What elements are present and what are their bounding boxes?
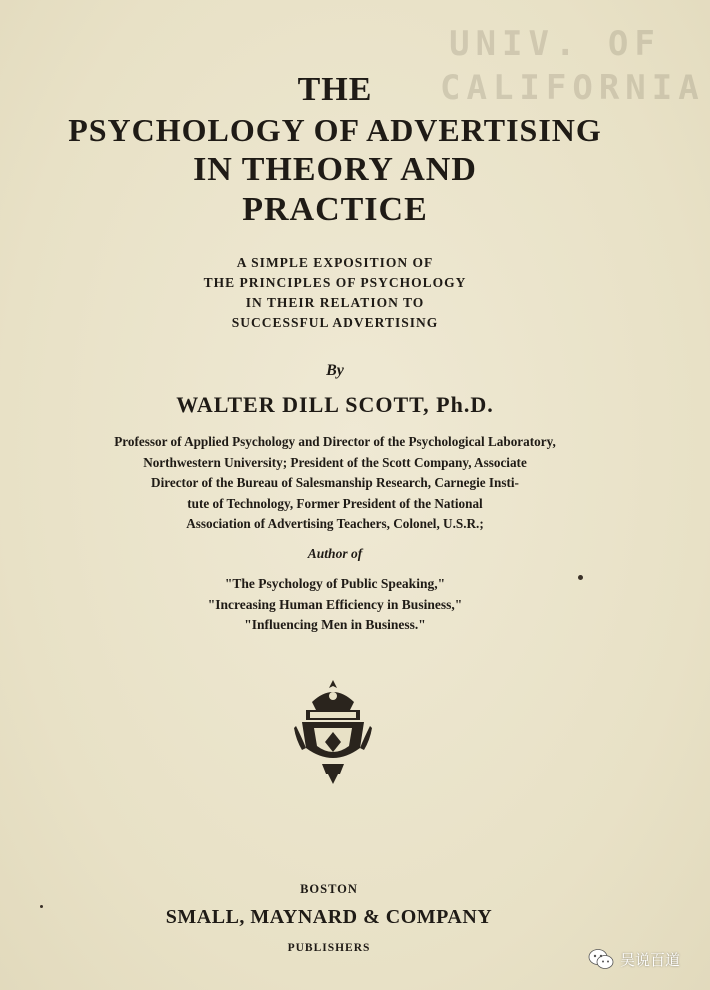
subtitle-line: THE PRINCIPLES OF PSYCHOLOGY [203, 275, 467, 290]
title-line: PRACTICE [242, 191, 428, 228]
book-subtitle [0, 253, 670, 333]
publisher-name: SMALL, MAYNARD & COMPANY [165, 906, 493, 928]
ink-speck [578, 575, 583, 580]
credentials-line: Northwestern University; President of the Scott Company, Associate [143, 454, 527, 470]
work-title: "The Psychology of Public Speaking," [224, 576, 446, 591]
work-title: "Influencing Men in Business." [244, 617, 426, 632]
author-name: WALTER DILL SCOTT, Ph.D. [176, 392, 494, 417]
publication-place: BOSTON [300, 882, 358, 896]
publishers-label: PUBLISHERS [287, 942, 371, 954]
stamp-line: UNIV. OF [449, 24, 661, 64]
title-line: PSYCHOLOGY OF ADVERTISING [68, 112, 602, 148]
author-of-label: Author of [307, 546, 363, 561]
subtitle-line: IN THEIR RELATION TO [245, 295, 425, 310]
subtitle-line: SUCCESSFUL ADVERTISING [231, 315, 439, 330]
credentials-line: Professor of Applied Psychology and Director of the Psychological Laboratory, [114, 434, 556, 449]
ink-speck [40, 905, 43, 908]
book-title [0, 70, 670, 230]
other-works-list [0, 574, 670, 636]
title-line: THE [297, 71, 373, 108]
title-line: IN THEORY AND [193, 151, 477, 188]
wechat-icon [588, 948, 614, 970]
byline: By [326, 362, 344, 379]
stamp-line: CALIFORNIA [440, 68, 705, 108]
author-credentials [40, 432, 630, 535]
credentials-line: Association of Advertising Teachers, Colonel, U.S.R.; [186, 516, 484, 531]
subtitle-line: A SIMPLE EXPOSITION OF [236, 255, 434, 270]
watermark-text: 吴说百道 [620, 950, 681, 969]
publisher-emblem-icon [292, 676, 374, 786]
wechat-watermark [588, 947, 680, 971]
credentials-line: Director of the Bureau of Salesmanship Research, Carnegie Insti- [151, 475, 519, 490]
credentials-line: tute of Technology, Former President of the National [187, 495, 483, 511]
work-title: "Increasing Human Efficiency in Business," [207, 596, 463, 612]
